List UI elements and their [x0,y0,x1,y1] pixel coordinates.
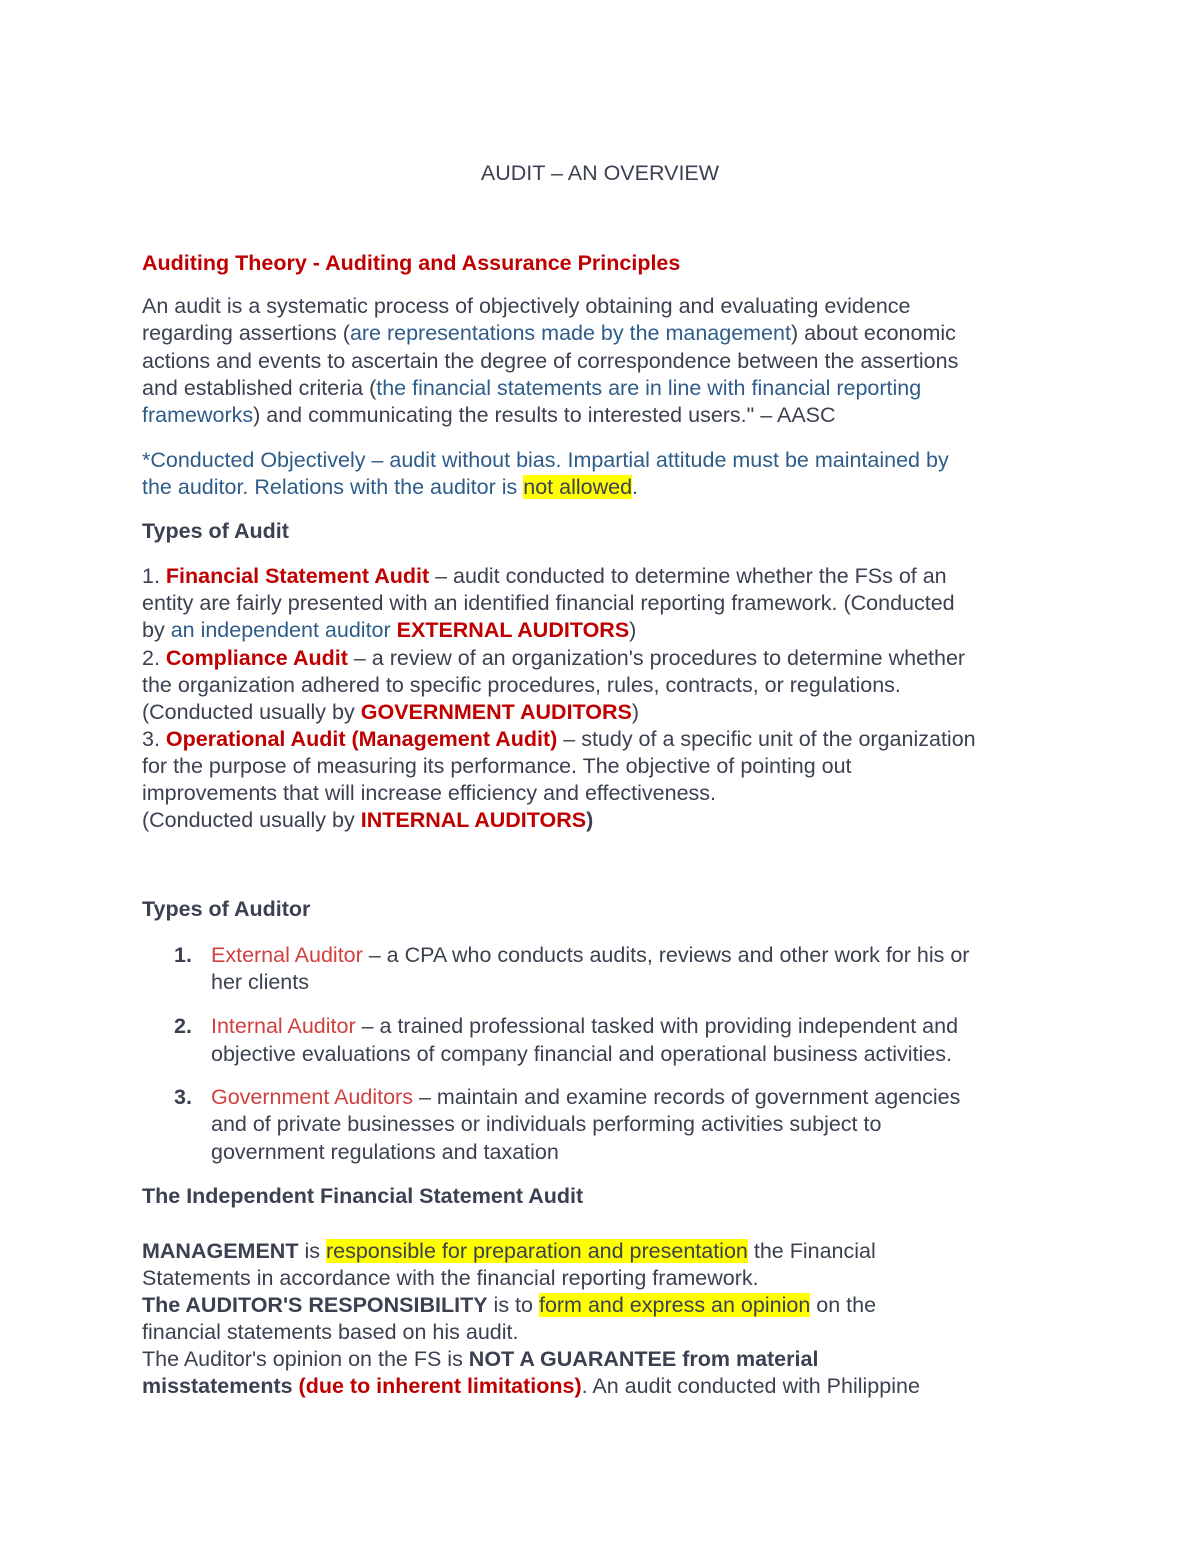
auditor-internal: Internal Auditor – a trained professional tasked with providing independent and [211,1014,959,1038]
ifsa-heading: The Independent Financial Statement Audit [142,1184,584,1208]
auditor-government: Government Auditors – maintain and examine records of government agencies [211,1085,961,1109]
highlight: responsible for preparation and presentation [325,1239,748,1263]
list-number: 2. [174,1014,192,1038]
ifsa-opinion-line: misstatements (due to inherent limitations). An audit conducted with Philippine [142,1374,920,1398]
definition-line: frameworks) and communicating the results to interested users." – AASC [142,403,836,427]
highlight: form and express an opinion [538,1293,811,1317]
audit-type-financial-line: entity are fairly presented with an identified financial reporting framework. (Conducted [142,591,955,615]
audit-type-operational: 3. Operational Audit (Management Audit) – study of a specific unit of the organization [142,727,976,751]
ifsa-opinion: The Auditor's opinion on the FS is NOT A GUARANTEE from material [142,1347,819,1371]
audit-type-compliance-line: the organization adhered to specific procedures, rules, contracts, or regulations. [142,673,901,697]
objective-note: *Conducted Objectively – audit without bias. Impartial attitude must be maintained by [142,448,949,472]
audit-type-financial: 1. Financial Statement Audit – audit conducted to determine whether the FSs of an [142,564,947,588]
definition-line: actions and events to ascertain the degree of correspondence between the assertions [142,349,959,373]
list-number: 3. [174,1085,192,1109]
auditor-external: External Auditor – a CPA who conducts audits, reviews and other work for his or [211,943,970,967]
types-of-audit-heading: Types of Audit [142,519,289,543]
auditor-government-line: and of private businesses or individuals performing activities subject to [211,1112,882,1136]
ifsa-management-line: Statements in accordance with the financial reporting framework. [142,1266,759,1290]
ifsa-management: MANAGEMENT is responsible for preparation and presentation the Financial [142,1239,876,1263]
definition-line: An audit is a systematic process of objectively obtaining and evaluating evidence [142,294,911,318]
auditor-external-line: her clients [211,970,309,994]
page-title: AUDIT – AN OVERVIEW [480,161,720,185]
audit-type-compliance: 2. Compliance Audit – a review of an organization's procedures to determine whether [142,646,966,670]
definition-line: and established criteria (the financial statements are in line with financial reporting [142,376,922,400]
types-of-auditor-heading: Types of Auditor [142,897,311,921]
ifsa-auditor: The AUDITOR'S RESPONSIBILITY is to form and express an opinion on the [142,1293,877,1317]
audit-type-operational-line: (Conducted usually by INTERNAL AUDITORS) [142,808,594,832]
audit-type-compliance-line: (Conducted usually by GOVERNMENT AUDITORS) [142,700,640,724]
list-number: 1. [174,943,192,967]
audit-type-operational-line: improvements that will increase efficiency and effectiveness. [142,781,717,805]
auditor-internal-line: objective evaluations of company financial and operational business activities. [211,1042,952,1066]
highlight: not allowed [523,475,633,499]
objective-note: the auditor. Relations with the auditor is not allowed. [142,475,639,499]
auditor-government-line: government regulations and taxation [211,1140,559,1164]
section-heading: Auditing Theory - Auditing and Assurance Principles [142,251,681,275]
audit-type-operational-line: for the purpose of measuring its performance. The objective of pointing out [142,754,852,778]
ifsa-auditor-line: financial statements based on his audit. [142,1320,519,1344]
definition-line: regarding assertions (are representations made by the management) about economic [142,321,956,345]
audit-type-financial-line: by an independent auditor EXTERNAL AUDITORS) [142,618,637,642]
